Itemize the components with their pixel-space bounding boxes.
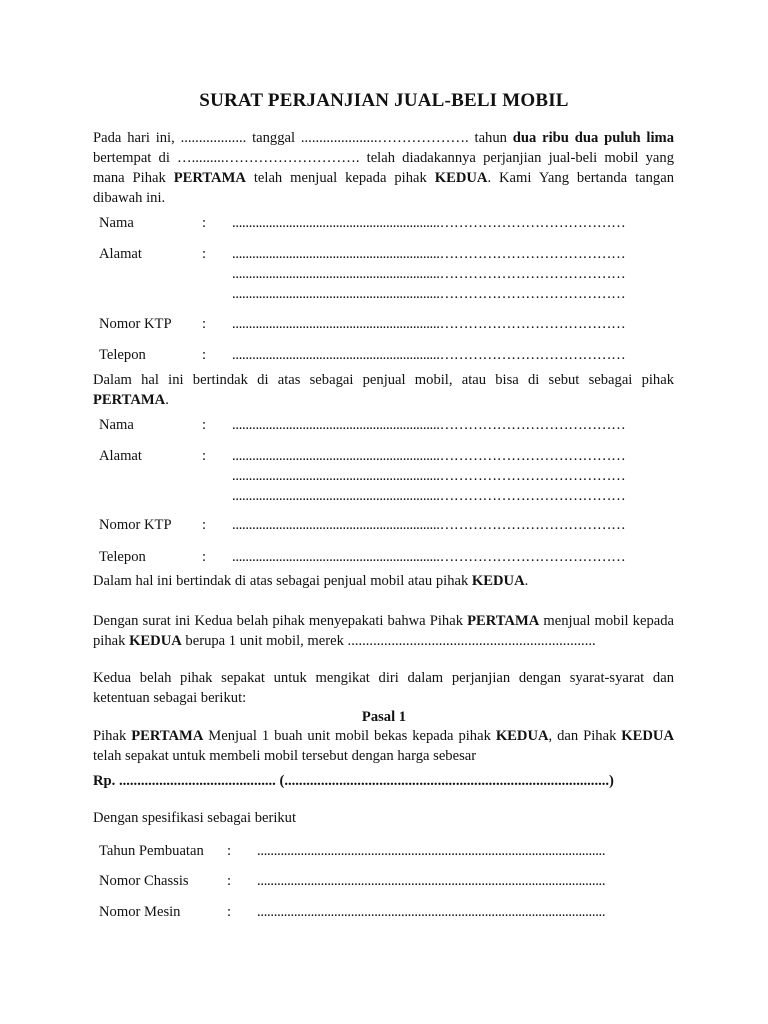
party1-alamat-field-2[interactable]: ..............................................................…………………………………: [232, 266, 626, 282]
party2-nama-row: [99, 416, 230, 434]
party2-ktp-field[interactable]: ..............................................................…………………………………: [232, 517, 626, 533]
party2-alamat-colon: :: [202, 448, 207, 464]
party2-nama-label: Nama: [99, 417, 134, 433]
spec-tahun-field[interactable]: ........................................................................................................: [257, 843, 606, 859]
party2-alamat-row: [99, 447, 230, 465]
agreement-kedua-bold: KEDUA: [129, 633, 182, 649]
party1-telepon-label: Telepon: [99, 347, 146, 363]
agreement-pertama-bold: PERTAMA: [467, 613, 540, 629]
party1-ktp-field[interactable]: ..............................................................…………………………………: [232, 316, 626, 332]
pertama-note: [93, 370, 674, 410]
intro-text-1: Pada hari ini, .................. tanggal .....................………………. tahun: [93, 130, 513, 146]
party2-alamat-label: Alamat: [99, 448, 142, 464]
spec-chassis-label: Nomor Chassis: [99, 873, 189, 889]
party2-ktp-label: Nomor KTP: [99, 517, 172, 533]
intro-paragraph: [93, 128, 674, 208]
party1-nama-label: Nama: [99, 215, 134, 231]
intro-pertama-bold: PERTAMA: [173, 170, 246, 186]
pasal1-pertama-bold: PERTAMA: [131, 728, 204, 744]
pasal-1-paragraph: [93, 726, 674, 766]
intro-kedua-bold: KEDUA: [434, 170, 488, 186]
spec-mesin-row: [99, 903, 255, 921]
pertama-note-text: Dalam hal ini bertindak di atas sebagai penjual mobil, atau bisa di sebut sebagai pihak: [93, 372, 674, 388]
spec-mesin-label: Nomor Mesin: [99, 904, 181, 920]
party2-alamat-field-1[interactable]: ..............................................................…………………………………: [232, 448, 626, 464]
agreement-text-1: Dengan surat ini Kedua belah pihak menyepakati bahwa Pihak: [93, 613, 468, 629]
party1-alamat-label: Alamat: [99, 246, 142, 262]
intro-text-3: telah menjual kepada pihak: [245, 170, 435, 186]
party2-nama-colon: :: [202, 417, 207, 433]
party1-telepon-field[interactable]: ..............................................................…………………………………: [232, 347, 626, 363]
document-title: SURAT PERJANJIAN JUAL-BELI MOBIL: [199, 90, 569, 111]
party1-nama-colon: :: [202, 215, 207, 231]
party2-telepon-colon: :: [202, 549, 207, 565]
kedua-note: [93, 571, 674, 591]
spec-mesin-field[interactable]: ........................................................................................................: [257, 904, 606, 920]
spec-chassis-colon: :: [227, 873, 232, 889]
pasal1-text-2: Menjual 1 buah unit mobil bekas kepada pihak: [203, 728, 496, 744]
spec-intro: Dengan spesifikasi sebagai berikut: [93, 810, 297, 826]
party1-ktp-colon: :: [202, 316, 207, 332]
party2-alamat-field-3[interactable]: ..............................................................…………………………………: [232, 488, 626, 504]
pertama-note-end: .: [165, 392, 169, 408]
spec-chassis-row: [99, 872, 255, 890]
spec-tahun-row: [99, 842, 255, 860]
pasal1-text-3: , dan Pihak: [548, 728, 622, 744]
party1-nama-field[interactable]: ..............................................................…………………………………: [232, 215, 626, 231]
party1-nama-row: [99, 214, 230, 232]
party2-nama-field[interactable]: ..............................................................…………………………………: [232, 417, 626, 433]
pasal1-text-4: telah sepakat untuk membeli mobil tersebut dengan harga sebesar: [93, 748, 477, 764]
pasal-1-heading: Pasal 1: [361, 709, 407, 725]
party2-ktp-row: [99, 516, 230, 534]
pasal1-text-1: Pihak: [93, 728, 132, 744]
intro-text-4: . Kami Yang bertanda tangan dibawah ini.: [93, 170, 675, 206]
pasal1-kedua-bold-2: KEDUA: [621, 728, 674, 744]
party1-telepon-colon: :: [202, 347, 207, 363]
party1-alamat-colon: :: [202, 246, 207, 262]
spec-chassis-field[interactable]: ........................................................................................................: [257, 873, 606, 889]
party2-telepon-row: [99, 548, 230, 566]
pertama-note-bold: PERTAMA: [93, 392, 166, 408]
party1-alamat-field-1[interactable]: ..............................................................…………………………………: [232, 246, 626, 262]
party1-alamat-field-3[interactable]: ..............................................................…………………………………: [232, 286, 626, 302]
intro-text-2: bertempat di ….........………………………. telah diadakannya perjanjian jual-beli mobil yang mana Pihak: [93, 150, 674, 186]
price-line[interactable]: Rp. ........................................... (.........................................................................................): [93, 773, 614, 789]
terms-intro: Kedua belah pihak sepakat untuk mengikat diri dalam perjanjian dengan syarat-syarat dan ketentuan sebagai berikut:: [93, 670, 674, 706]
party2-telepon-label: Telepon: [99, 549, 146, 565]
agreement-text-3: berupa 1 unit mobil, merek ....................................................................: [181, 633, 596, 649]
kedua-note-end: .: [524, 573, 529, 589]
agreement-text-2: menjual mobil kepada pihak: [93, 613, 674, 649]
spec-tahun-label: Tahun Pembuatan: [99, 843, 204, 859]
intro-year-bold: dua ribu dua puluh lima: [512, 130, 674, 146]
spec-tahun-colon: :: [227, 843, 232, 859]
agreement-paragraph: [93, 611, 674, 651]
pasal1-kedua-bold-1: KEDUA: [495, 728, 549, 744]
party2-alamat-field-2[interactable]: ..............................................................…………………………………: [232, 468, 626, 484]
kedua-note-text: Dalam hal ini bertindak di atas sebagai penjual mobil atau pihak: [93, 573, 472, 589]
party1-alamat-row: [99, 245, 230, 263]
kedua-note-bold: KEDUA: [471, 573, 525, 589]
party2-telepon-field[interactable]: ..............................................................…………………………………: [232, 549, 626, 565]
party1-ktp-row: [99, 315, 230, 333]
party2-ktp-colon: :: [202, 517, 207, 533]
spec-mesin-colon: :: [227, 904, 232, 920]
party1-ktp-label: Nomor KTP: [99, 316, 172, 332]
party1-telepon-row: [99, 346, 230, 364]
